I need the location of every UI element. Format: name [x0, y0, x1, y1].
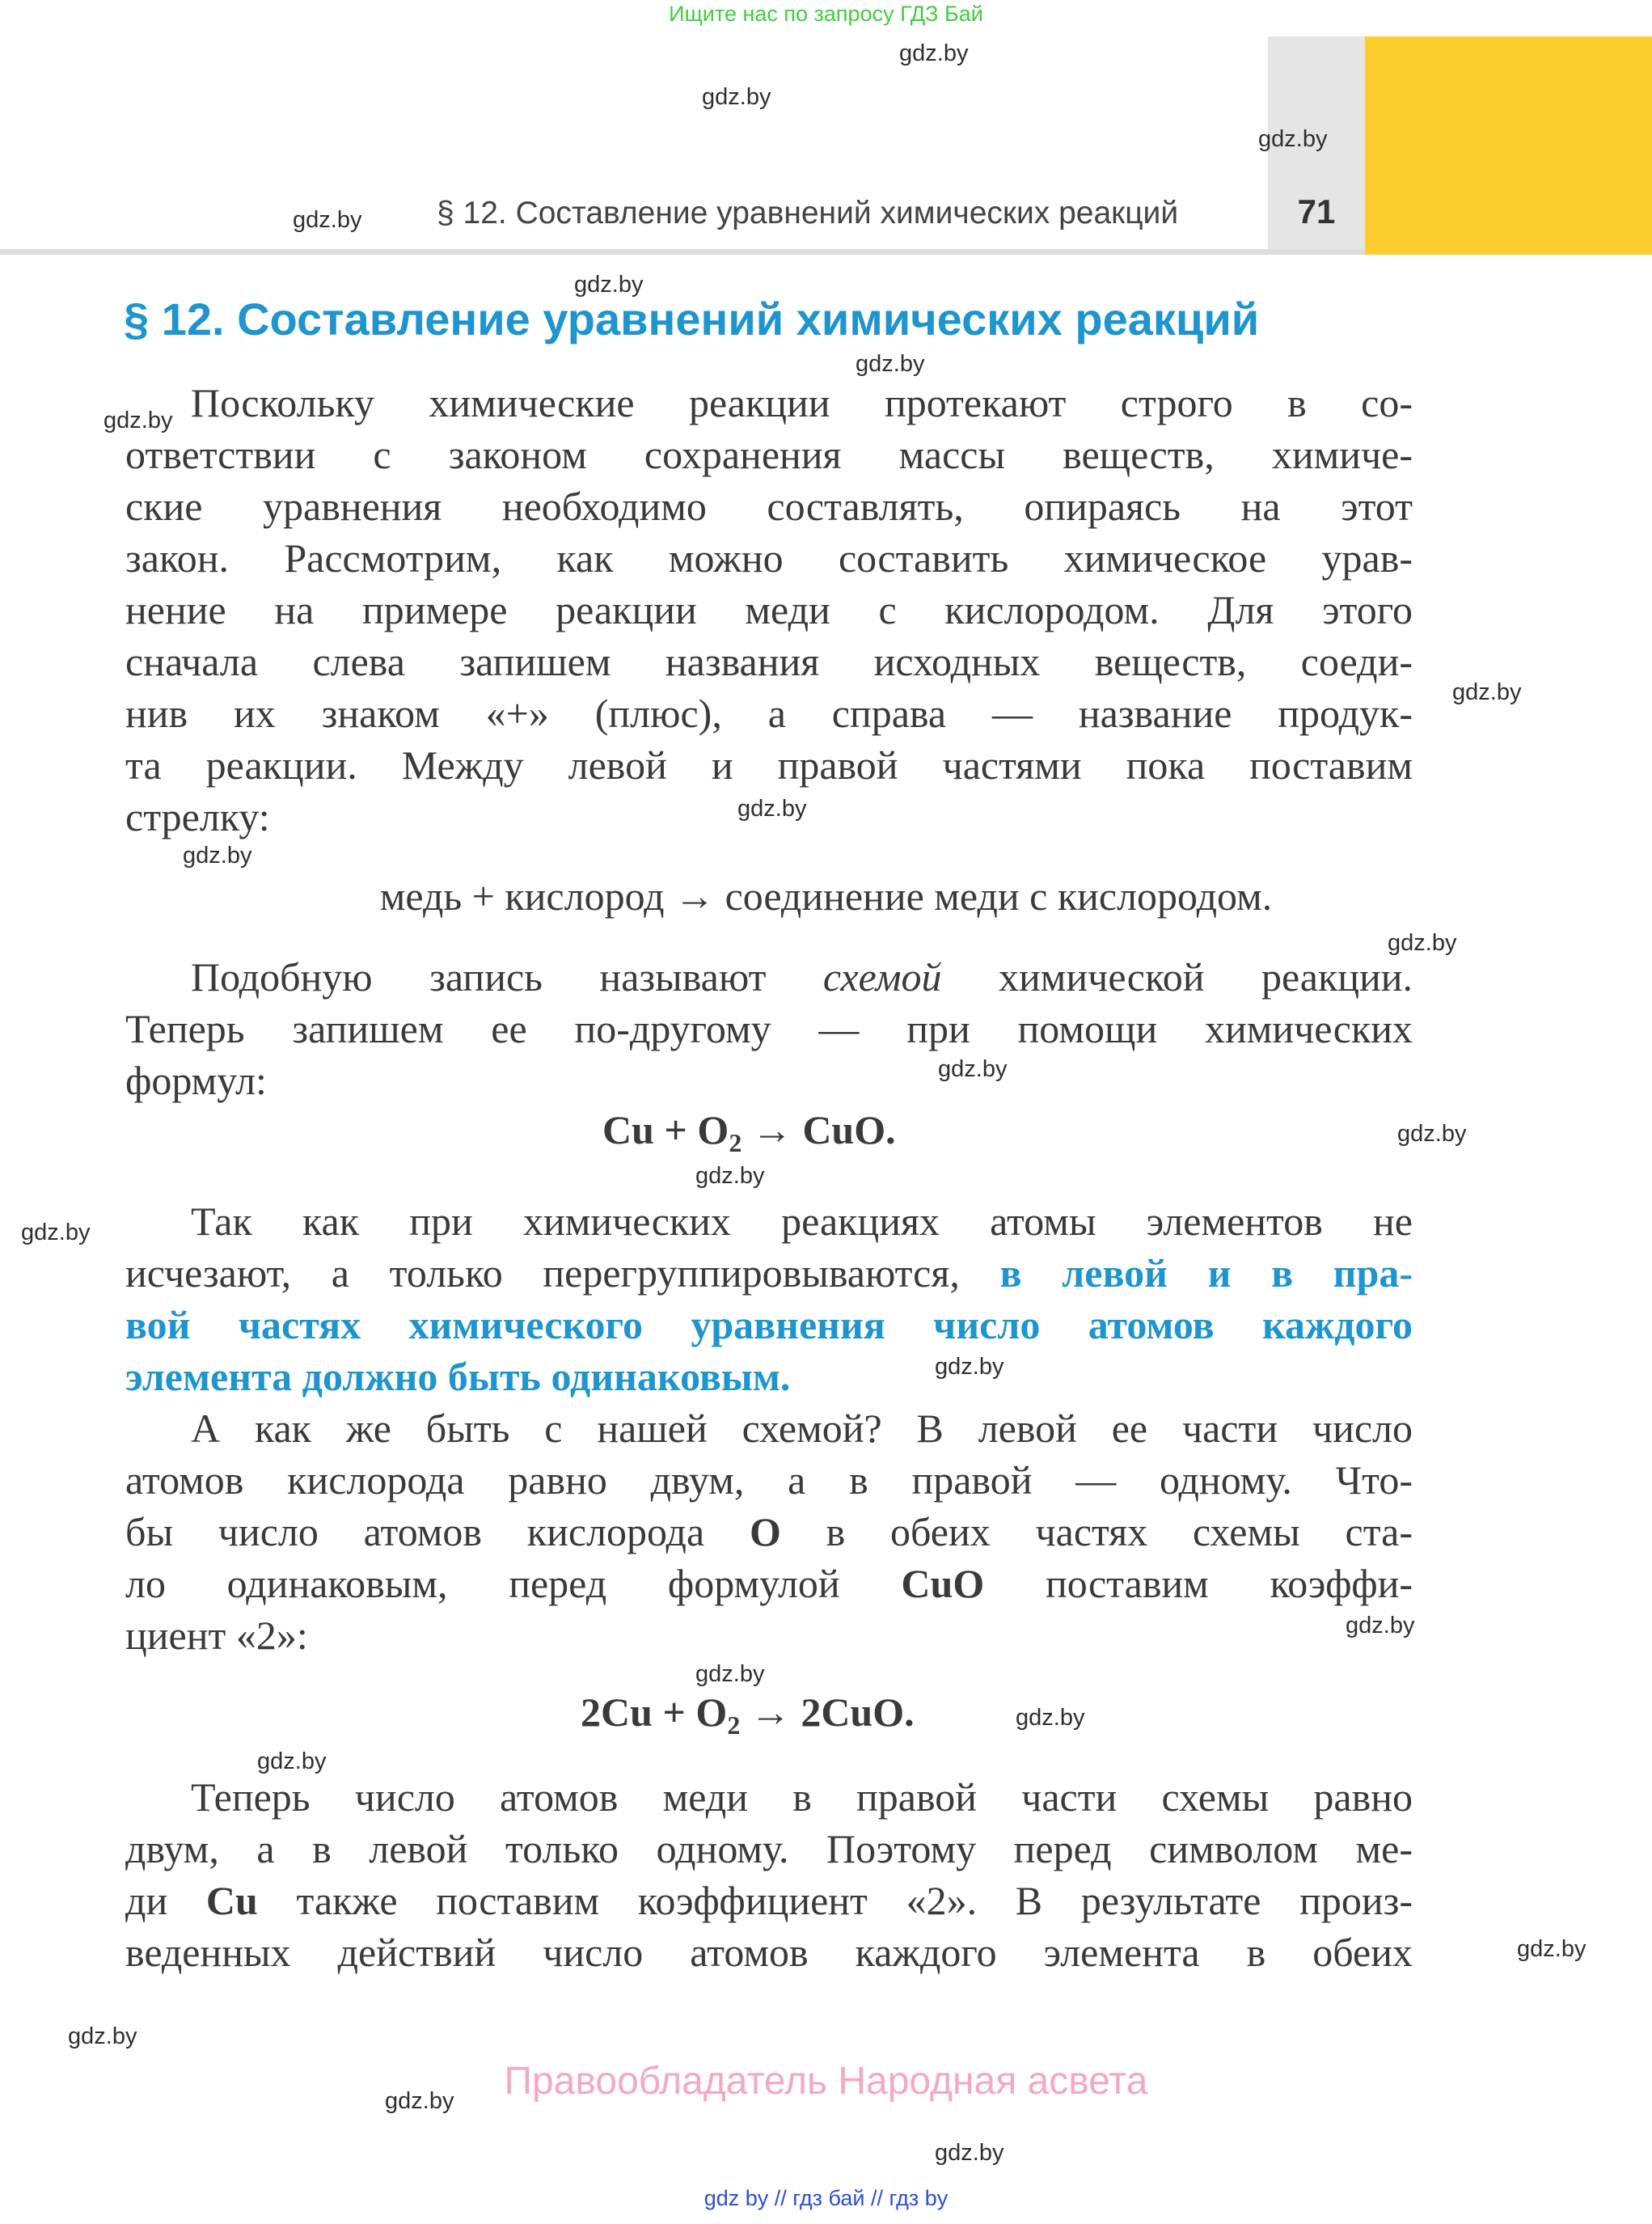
header-rule — [0, 249, 1365, 255]
page-number: 71 — [1297, 192, 1336, 230]
watermark: gdz.by — [737, 796, 807, 822]
oxygen-symbol: O — [749, 1509, 781, 1554]
watermark: gdz.by — [104, 408, 173, 433]
paragraph-1-line: нение на примере реакции меди с кислородом. Для этого — [125, 587, 1413, 632]
watermark: gdz.by — [257, 1748, 327, 1774]
watermark: gdz.by — [695, 1163, 765, 1189]
header-yellow-block — [1365, 36, 1652, 255]
paragraph-4-line: атомов кислорода равно двум, а в правой — одному. Что- — [125, 1457, 1413, 1503]
cuo-formula: CuO — [901, 1561, 985, 1606]
paragraph-2-text: Подобную запись называют — [191, 954, 767, 1000]
paragraph-4-text: поставим коэффи- — [1045, 1561, 1413, 1606]
watermark: gdz.by — [1517, 1936, 1587, 1962]
paragraph-5-text: также поставим коэффициент «2». В результате произ- — [296, 1878, 1413, 1923]
paragraph-2-text: химической реакции. — [999, 954, 1413, 1000]
watermark: gdz.by — [938, 1056, 1008, 1082]
paragraph-5-line: Теперь число атомов меди в правой части схемы равно — [191, 1774, 1413, 1820]
watermark: gdz.by — [1016, 1705, 1085, 1731]
paragraph-1-line: сначала слева запишем названия исходных веществ, соеди- — [125, 639, 1413, 684]
watermark: gdz.by — [935, 2140, 1004, 2166]
copyright-notice: Правообладатель Народная асвета — [504, 2060, 1148, 2103]
paragraph-2-line — [191, 951, 1413, 1003]
law-highlight-line: элемента должно быть одинаковым. — [125, 1354, 791, 1399]
top-search-link[interactable]: Ищите нас по запросу ГДЗ Бай — [669, 2, 983, 26]
scheme-term: схемой — [822, 954, 942, 1000]
watermark: gdz.by — [1258, 126, 1328, 152]
paragraph-1-line: закон. Рассмотрим, как можно составить химическое урав- — [125, 535, 1413, 581]
paragraph-4-text: ло одинаковым, перед формулой — [125, 1561, 840, 1606]
word-scheme: медь + кислород → соединение меди с кислородом. — [379, 873, 1273, 919]
law-highlight-line: вой частях химического уравнения число атомов каждого — [125, 1302, 1413, 1347]
footer-links[interactable]: gdz by // гдз бай // гдз by — [703, 2186, 949, 2210]
watermark: gdz.by — [385, 2088, 454, 2114]
watermark: gdz.by — [21, 1220, 91, 1245]
formula-1-subscript: 2 — [729, 1128, 742, 1157]
formula-2-subscript: 2 — [727, 1710, 741, 1740]
formula-1 — [602, 1106, 896, 1158]
paragraph-1-line: ответствии с законом сохранения массы веществ, химиче- — [125, 432, 1413, 477]
watermark: gdz.by — [68, 2023, 137, 2049]
paragraph-5-line: двум, а в левой только одному. Поэтому перед символом ме- — [125, 1826, 1413, 1871]
paragraph-4-line: А как же быть с нашей схемой? В левой ее части число — [191, 1406, 1413, 1451]
paragraph-4-line — [125, 1506, 1413, 1558]
formula-2 — [581, 1689, 915, 1740]
formula-1-right: → CuO. — [741, 1107, 896, 1152]
paragraph-1-line: стрелку: — [125, 794, 270, 839]
watermark: gdz.by — [702, 84, 771, 110]
paragraph-1-line: та реакции. Между левой и правой частями пока поставим — [125, 742, 1413, 788]
watermark: gdz.by — [1388, 930, 1457, 956]
formula-2-right: → 2CuO. — [740, 1689, 915, 1735]
section-title: § 12. Составление уравнений химических реакций — [124, 294, 1260, 345]
watermark: gdz.by — [935, 1354, 1004, 1380]
formula-1-left: Cu + O — [602, 1107, 729, 1152]
watermark: gdz.by — [293, 207, 362, 233]
watermark: gdz.by — [899, 40, 969, 66]
paragraph-4-text: бы число атомов кислорода — [125, 1509, 705, 1554]
paragraph-5-line: веденных действий число атомов каждого элемента в обеих — [125, 1930, 1413, 1975]
paragraph-2-line: формул: — [125, 1058, 267, 1103]
paragraph-4-line: циент «2»: — [125, 1613, 308, 1658]
watermark: gdz.by — [1346, 1613, 1415, 1638]
paragraph-5-line — [125, 1875, 1413, 1926]
paragraph-4-line — [125, 1558, 1413, 1609]
paragraph-3-line: Так как при химических реакциях атомы элементов не — [191, 1199, 1413, 1244]
watermark: gdz.by — [1452, 679, 1522, 705]
watermark: gdz.by — [856, 351, 925, 377]
watermark: gdz.by — [574, 272, 644, 298]
paragraph-1-line: ские уравнения необходимо составлять, опираясь на этот — [125, 484, 1413, 529]
paragraph-1-line: нив их знаком «+» (плюс), а справа — название продук- — [125, 691, 1413, 736]
formula-2-left: 2Cu + O — [581, 1689, 728, 1735]
watermark: gdz.by — [1397, 1121, 1467, 1147]
paragraph-3-line — [125, 1247, 1413, 1299]
paragraph-1-line: Поскольку химические реакции протекают строго в со- — [191, 380, 1413, 425]
law-highlight: в левой и в пра- — [999, 1250, 1413, 1296]
copper-symbol: Cu — [205, 1878, 258, 1923]
watermark: gdz.by — [183, 843, 252, 869]
paragraph-5-text: ди — [125, 1878, 168, 1923]
paragraph-2-line: Теперь запишем ее по-другому — при помощи химических — [125, 1006, 1413, 1051]
paragraph-4-text: в обеих частях схемы ста- — [826, 1509, 1413, 1554]
running-head: § 12. Составление уравнений химических реакций — [437, 196, 1179, 230]
paragraph-3-text: исчезают, а только перегруппировываются, — [125, 1250, 960, 1296]
watermark: gdz.by — [695, 1661, 765, 1687]
